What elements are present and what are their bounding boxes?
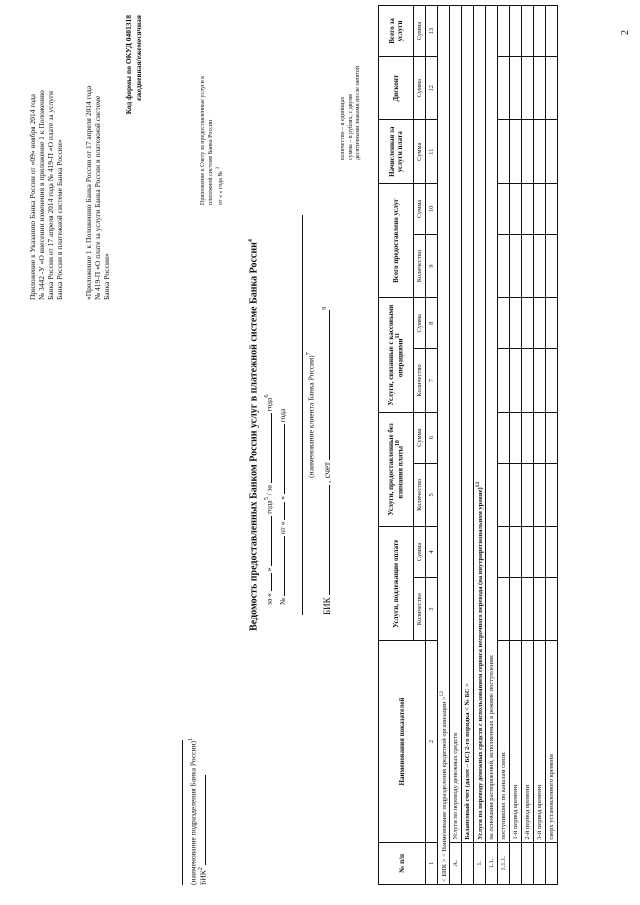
units-note [340, 10, 363, 160]
row-num: 1.1.1. [498, 842, 510, 884]
subheader-sum: Сумма [414, 298, 426, 349]
account-note-line: платежной системе Банка России [207, 119, 214, 205]
bik-row [438, 6, 450, 885]
account-note-line: Приложение к Счету за предоставленные услуги в [200, 75, 206, 205]
dept-underline [182, 740, 183, 885]
col-number: 12 [426, 56, 438, 120]
subheader-sum: Сумма [414, 120, 426, 184]
col-header-free-text: Услуги, предоставленные без взимания платы [387, 423, 405, 516]
client-label: (наименование клиента Банка России) [306, 355, 316, 478]
table-row [486, 6, 498, 885]
footnote-mark: 13 [474, 481, 481, 488]
col-header-paid: Услуги, подлежащие оплате [379, 527, 414, 641]
table-row [534, 6, 546, 885]
row-name: 3-й период времени [534, 641, 546, 842]
footnote-mark: 12 [438, 691, 445, 697]
dept-label: (наименование подразделения Банка России) [188, 740, 198, 885]
footnote-mark: 9 [322, 306, 328, 310]
row-name: на основании распоряжений, исполненных в режиме поступления: [486, 6, 498, 843]
row-num: А. [450, 842, 462, 884]
appendix2-line: № 419-П «О плате за услуги Банка России в платежной системе [93, 95, 102, 300]
services-table [378, 5, 558, 885]
period-year2: года [264, 397, 274, 412]
table-row [522, 6, 534, 885]
units-note-line: количество – в единицах [340, 96, 346, 160]
col-header-total: Всего предоставлено услуг [379, 184, 414, 298]
col-number: 5 [426, 463, 438, 527]
period-line [262, 245, 274, 605]
col-number: 13 [426, 6, 438, 57]
row-name: 1-й период времени [510, 641, 522, 842]
col-number: 6 [426, 412, 438, 463]
footnote-mark: 2 [197, 867, 204, 871]
col-number: 7 [426, 349, 438, 413]
col-number: 11 [426, 120, 438, 184]
account-note-date [215, 15, 226, 205]
col-header-charged: Начисленная за услуги плата [379, 120, 414, 184]
from-label: от « [278, 521, 287, 535]
footnote-mark: 11 [395, 332, 402, 339]
period-year: года [264, 500, 274, 514]
subheader-qty: Количество [414, 234, 426, 298]
table-row [474, 6, 486, 885]
row-num [534, 842, 546, 884]
document-title [248, 155, 259, 715]
row-name: Балансовый счет (далее – БС) 2-го порядка < № БС > [462, 6, 474, 843]
units-note-line: сумма – в рублях, с двумя [347, 94, 354, 160]
bik-account-line [322, 195, 332, 615]
row-name: сверх установленного времени [546, 641, 558, 842]
table-row [462, 6, 474, 885]
bik-label: БИК [322, 597, 332, 615]
dept-label-row [186, 695, 198, 885]
from-quote: » [278, 496, 287, 500]
row-num [510, 842, 522, 884]
footnote-mark: 7 [305, 352, 312, 356]
appendix2-block [84, 20, 111, 300]
table-row [510, 6, 522, 885]
col-header-cash-text: Услуги, связанные с кассовыми операциями [387, 304, 405, 406]
footnote-mark: 1 [187, 737, 194, 741]
subheader-sum: Сумма [414, 412, 426, 463]
col-header-discount: Дисконт [379, 56, 414, 120]
client-underline [302, 215, 303, 615]
appendix-line: Банка России от 17 апреля 2014 года № 419-П «О плате за услуги [46, 90, 55, 300]
col-number: 10 [426, 184, 438, 235]
subheader-sum: Сумма [414, 527, 426, 578]
row-num [546, 842, 558, 884]
left-bik-label: БИК [198, 870, 208, 885]
bik-row-cell [438, 6, 450, 885]
col-header-free [379, 412, 414, 526]
col-number: 2 [426, 641, 438, 842]
client-label-row [304, 215, 316, 615]
footnote-mark: 6 [263, 394, 270, 398]
column-number-row [426, 6, 438, 885]
footnote-mark: 10 [395, 440, 402, 446]
table-row [450, 6, 462, 885]
table-row [546, 6, 558, 885]
col-header-num: № п/п [379, 842, 426, 884]
account-note [200, 15, 226, 205]
footnote-mark: 4 [248, 239, 254, 243]
row-name: поступивших по каналам связи: [498, 641, 510, 842]
table-row [498, 6, 510, 885]
col-header-total-pay: Всего за услуги [379, 6, 414, 57]
subheader-qty: Количество [414, 349, 426, 413]
subheader-qty: Количество [414, 463, 426, 527]
bik-row-text: < БИК > < Наименование подразделения кредитной организации > [441, 696, 449, 882]
account-note-date-text: от « » года № [218, 170, 224, 205]
row-num: 1. [474, 842, 486, 884]
page-number: 2 [620, 30, 631, 35]
appendix-block [28, 20, 64, 300]
periodicity: ежедневная/ежемесячная [134, 15, 143, 101]
subheader-sum: Сумма [414, 6, 426, 57]
units-note-line: десятичными знаками после запятой [355, 66, 361, 160]
col-number: 3 [426, 577, 438, 641]
col-number: 4 [426, 527, 438, 578]
col-header-name: Наименования показателей [379, 641, 426, 842]
col-number: 9 [426, 234, 438, 298]
col-number: 1 [426, 842, 438, 884]
appendix2-line: «Приложение 1 к Положению Банка России от 17 апреля 2014 года [84, 85, 93, 300]
okud-code: Код формы по ОКУД 0401318 [124, 15, 133, 115]
row-name: Услуги по переводу денежных средств [450, 6, 462, 843]
appendix2-line: Банка России» [102, 253, 111, 300]
appendix-line: № 3442 -У «О внесении изменения в приложение 1 к Положению [37, 90, 46, 300]
row-name-cell [474, 6, 486, 843]
subheader-sum: Сумма [414, 56, 426, 120]
col-header-cash [379, 298, 414, 412]
row-name: 2-й период времени [522, 641, 534, 842]
number-label: № [278, 597, 287, 605]
period-for: за « [264, 593, 274, 605]
from-year: года [278, 408, 287, 423]
number-line [278, 245, 287, 605]
period-slash: / за [264, 484, 274, 496]
period-quote: » [264, 567, 274, 572]
subheader-sum: Сумма [414, 184, 426, 235]
row-num [462, 842, 474, 884]
subheader-qty: Количество [414, 577, 426, 641]
col-number: 8 [426, 298, 438, 349]
footnote-mark: 3 [216, 166, 221, 170]
row-num [522, 842, 534, 884]
left-bik-underline [205, 775, 206, 865]
left-bik-row [196, 867, 208, 885]
account-label: , счет [322, 462, 332, 483]
row-num: 1.1. [486, 842, 498, 884]
appendix-line: Банка России в платежной системе Банка России» [55, 139, 64, 300]
row-name: Услуги по переводу денежных средств с использованием сервиса несрочного перевода (на внутрирегиональном уровне) [477, 487, 485, 840]
appendix-line: Приложение к Указанию Банка России от «09» ноября 2014 года [28, 94, 37, 300]
table-header-row [379, 6, 414, 885]
title-text: Ведомость предоставленных Банком России услуг в платежной системе Банка России [248, 242, 260, 631]
footnote-mark: 5 [263, 497, 270, 501]
